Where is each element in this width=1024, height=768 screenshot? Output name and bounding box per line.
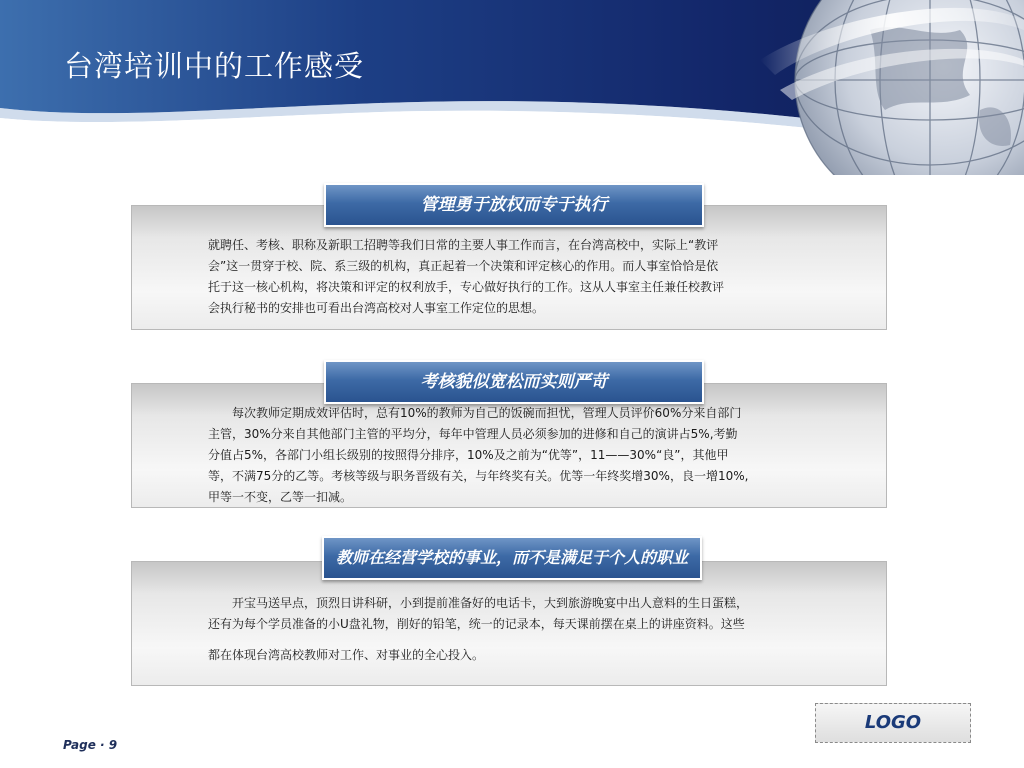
page-separator: · bbox=[100, 738, 109, 752]
page-label: Page bbox=[63, 738, 96, 752]
globe-banner-graphic bbox=[0, 0, 1024, 175]
body-line: 等，不满75分的乙等。考核等级与职务晋级有关，与年终奖有关。优等一年终奖增30%，良一增10%, bbox=[208, 469, 749, 483]
slide-title: 台湾培训中的工作感受 bbox=[64, 49, 365, 83]
body-line: 还有为每个学员准备的小U盘礼物，削好的铅笔，统一的记录本，每天课前摆在桌上的讲座资料。这些 bbox=[208, 617, 745, 631]
logo-placeholder: LOGO bbox=[815, 703, 971, 743]
page-indicator bbox=[63, 738, 117, 752]
section-body bbox=[208, 593, 842, 666]
section-heading-tag: 考核貌似宽松而实则严苛 bbox=[324, 360, 704, 404]
body-line: 会执行秘书的安排也可看出台湾高校对人事室工作定位的思想。 bbox=[208, 301, 545, 315]
page-number: 9 bbox=[108, 738, 118, 752]
body-line: 托于这一核心机构，将决策和评定的权利放手，专心做好执行的工作。这从人事室主任兼任校教评 bbox=[208, 280, 725, 294]
body-line: 每次教师定期成效评估时，总有10%的教师为自己的饭碗而担忧，管理人员评价60%分来自部门 bbox=[208, 406, 742, 420]
body-line: 开宝马送早点，顶烈日讲科研，小到提前准备好的电话卡，大到旅游晚宴中出人意料的生日蛋糕， bbox=[208, 596, 749, 610]
body-line: 就聘任、考核、职称及新职工招聘等我们日常的主要人事工作而言，在台湾高校中，实际上“教评 bbox=[208, 238, 719, 252]
globe-icon bbox=[795, 0, 1024, 175]
body-line: 分值占5%，各部门小组长级别的按照得分排序，10%及之前为“优等”，11——30%“良”，其他甲 bbox=[208, 448, 729, 462]
section-body bbox=[208, 235, 842, 319]
body-line: 会”这一贯穿于校、院、系三级的机构，真正起着一个决策和评定核心的作用。而人事室恰恰是依 bbox=[208, 259, 719, 273]
section-heading-tag: 管理勇于放权而专于执行 bbox=[324, 183, 704, 227]
section-heading-tag: 教师在经营学校的事业，而不是满足于个人的职业 bbox=[322, 536, 702, 580]
body-line: 主管，30%分来自其他部门主管的平均分，每年中管理人员必须参加的进修和自己的演讲占5%,考勤 bbox=[208, 427, 738, 441]
header-banner bbox=[0, 0, 1024, 175]
body-line: 甲等一不变，乙等一扣减。 bbox=[208, 490, 353, 504]
body-line: 都在体现台湾高校教师对工作、对事业的全心投入。 bbox=[208, 648, 485, 662]
section-body bbox=[208, 403, 842, 508]
